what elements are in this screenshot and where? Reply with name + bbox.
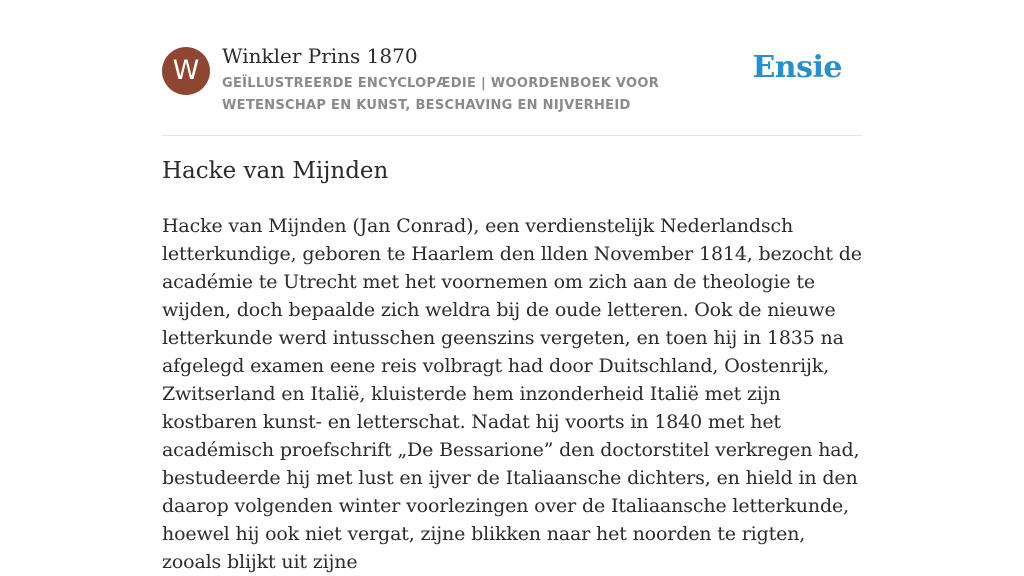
source-avatar[interactable]: W	[162, 47, 210, 95]
ensie-logo-link[interactable]: Ensie	[752, 50, 842, 85]
source-subtitle: GEÏLLUSTREERDE ENCYCLOPÆDIE | WOORDENBOEK VOOR WETENSCHAP EN KUNST, BESCHAVING EN NIJVERHEID	[222, 76, 660, 113]
entry-title: Hacke van Mijnden	[162, 158, 389, 184]
entry-body: Hacke van Mijnden (Jan Conrad), een verdienstelijk Nederlandsch letterkundige, geboren te Haarlem den llden November 1814, bezocht de académie te Utrecht met het voornemen om zich aan de theologie te wijden, doch bepaalde zich weldra bij de oude letteren. Ook de nieuwe letterkunde werd intusschen geenszins vergeten, en toen hij in 1835 na afgelegd examen eene reis volbragt had door Duitschland, Oostenrijk, Zwitserland en Italië, kluisterde hem inzonderheid Italië met zijn kostbaren kunst- en letterschat. Nadat hij voorts in 1840 met het académisch proefschrift „De Bessarione” den doctorstitel verkregen had, bestudeerde hij met lust en ijver de Italiaansche dichters, en hield in den daarop volgenden winter voorlezingen over de Italiaansche letterkunde, hoewel hij ook niet vergat, zijne blikken naar het noorden te rigten, zooals blijkt uit zijne	[162, 215, 862, 573]
source-header	[162, 0, 862, 136]
page	[162, 0, 862, 573]
source-title[interactable]: Winkler Prins 1870	[222, 44, 418, 68]
